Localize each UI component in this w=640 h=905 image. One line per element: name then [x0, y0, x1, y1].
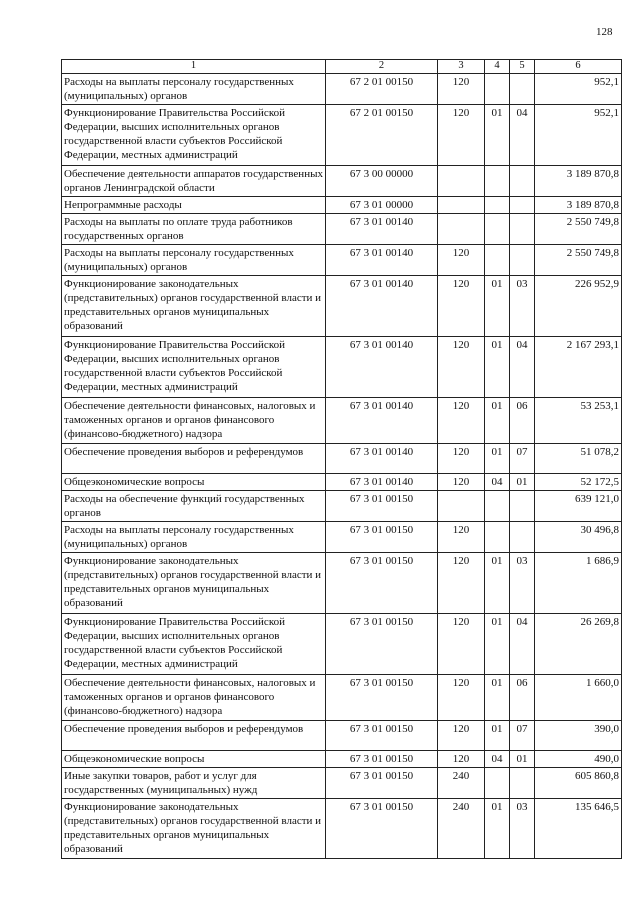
row-name-cell: Расходы на выплаты по оплате труда работников государственных органов: [62, 214, 326, 245]
page-number: 128: [596, 26, 613, 38]
row-vr-cell: 120: [438, 474, 485, 491]
column-header: 4: [485, 60, 510, 74]
row-amount-cell: 30 496,8: [535, 522, 622, 553]
row-vr-cell: 120: [438, 614, 485, 675]
row-amount-cell: 226 952,9: [535, 276, 622, 337]
row-name-cell: Функционирование законодательных (представительных) органов государственной власти и представительных органов муниципальных образований: [62, 799, 326, 859]
row-vr-cell: 240: [438, 768, 485, 799]
row-code-cell: 67 3 01 00140: [326, 276, 438, 337]
column-header: 5: [510, 60, 535, 74]
row-code-cell: 67 3 00 00000: [326, 166, 438, 197]
row-subsection-cell: [510, 522, 535, 553]
table-row: [62, 444, 622, 474]
table-row: [62, 721, 622, 751]
table-row: [62, 751, 622, 768]
row-section-cell: 01: [485, 721, 510, 751]
row-name-cell: Функционирование Правительства Российской Федерации, высших исполнительных органов государственной власти субъектов Российской Федерации, местных администраций: [62, 337, 326, 398]
row-code-cell: 67 3 01 00150: [326, 614, 438, 675]
row-code-cell: 67 3 01 00140: [326, 474, 438, 491]
row-vr-cell: 240: [438, 799, 485, 859]
row-subsection-cell: 03: [510, 276, 535, 337]
row-name-cell: Непрограммные расходы: [62, 197, 326, 214]
row-code-cell: 67 3 01 00150: [326, 553, 438, 614]
row-amount-cell: 53 253,1: [535, 398, 622, 444]
row-code-cell: 67 3 01 00140: [326, 214, 438, 245]
row-amount-cell: 51 078,2: [535, 444, 622, 474]
row-subsection-cell: [510, 245, 535, 276]
table-row: [62, 768, 622, 799]
row-vr-cell: [438, 197, 485, 214]
row-name-cell: Обеспечение проведения выборов и референдумов: [62, 721, 326, 751]
row-vr-cell: 120: [438, 276, 485, 337]
row-section-cell: 01: [485, 398, 510, 444]
row-name-cell: Расходы на обеспечение функций государственных органов: [62, 491, 326, 522]
row-name-cell: Расходы на выплаты персоналу государственных (муниципальных) органов: [62, 522, 326, 553]
row-amount-cell: 3 189 870,8: [535, 166, 622, 197]
row-code-cell: 67 3 01 00150: [326, 768, 438, 799]
row-vr-cell: [438, 491, 485, 522]
row-subsection-cell: [510, 491, 535, 522]
row-code-cell: 67 3 01 00000: [326, 197, 438, 214]
row-section-cell: [485, 522, 510, 553]
row-code-cell: 67 3 01 00140: [326, 444, 438, 474]
table-row: [62, 799, 622, 859]
row-section-cell: 01: [485, 614, 510, 675]
row-amount-cell: 390,0: [535, 721, 622, 751]
row-subsection-cell: [510, 214, 535, 245]
row-amount-cell: 1 660,0: [535, 675, 622, 721]
row-code-cell: 67 3 01 00150: [326, 799, 438, 859]
row-section-cell: [485, 197, 510, 214]
row-code-cell: 67 3 01 00150: [326, 721, 438, 751]
row-code-cell: 67 3 01 00140: [326, 245, 438, 276]
row-code-cell: 67 3 01 00150: [326, 751, 438, 768]
row-section-cell: [485, 166, 510, 197]
row-vr-cell: 120: [438, 398, 485, 444]
row-vr-cell: 120: [438, 105, 485, 166]
table-row: [62, 74, 622, 105]
row-section-cell: [485, 768, 510, 799]
row-section-cell: [485, 74, 510, 105]
row-subsection-cell: 07: [510, 721, 535, 751]
row-name-cell: Расходы на выплаты персоналу государственных (муниципальных) органов: [62, 245, 326, 276]
row-amount-cell: 1 686,9: [535, 553, 622, 614]
row-name-cell: Обеспечение деятельности финансовых, налоговых и таможенных органов и органов финансового (финансово-бюджетного) надзора: [62, 398, 326, 444]
row-subsection-cell: 04: [510, 614, 535, 675]
table-row: [62, 398, 622, 444]
row-subsection-cell: 03: [510, 799, 535, 859]
budget-table: [61, 59, 622, 859]
row-vr-cell: 120: [438, 444, 485, 474]
column-header: 6: [535, 60, 622, 74]
row-subsection-cell: 04: [510, 105, 535, 166]
row-subsection-cell: 04: [510, 337, 535, 398]
table-row: [62, 614, 622, 675]
row-amount-cell: 952,1: [535, 74, 622, 105]
row-section-cell: 04: [485, 751, 510, 768]
row-name-cell: Обеспечение деятельности финансовых, налоговых и таможенных органов и органов финансового (финансово-бюджетного) надзора: [62, 675, 326, 721]
row-vr-cell: 120: [438, 337, 485, 398]
table-row: [62, 245, 622, 276]
row-vr-cell: 120: [438, 74, 485, 105]
column-header: 3: [438, 60, 485, 74]
row-subsection-cell: 03: [510, 553, 535, 614]
row-subsection-cell: [510, 166, 535, 197]
row-subsection-cell: [510, 74, 535, 105]
row-vr-cell: [438, 214, 485, 245]
row-amount-cell: 490,0: [535, 751, 622, 768]
table-row: [62, 522, 622, 553]
row-subsection-cell: 01: [510, 751, 535, 768]
row-amount-cell: 952,1: [535, 105, 622, 166]
row-vr-cell: 120: [438, 721, 485, 751]
table-row: [62, 337, 622, 398]
row-code-cell: 67 3 01 00150: [326, 522, 438, 553]
table-row: [62, 105, 622, 166]
row-subsection-cell: [510, 197, 535, 214]
row-code-cell: 67 3 01 00150: [326, 491, 438, 522]
row-name-cell: Иные закупки товаров, работ и услуг для государственных (муниципальных) нужд: [62, 768, 326, 799]
row-section-cell: [485, 214, 510, 245]
row-vr-cell: [438, 166, 485, 197]
row-vr-cell: 120: [438, 553, 485, 614]
table-row: [62, 276, 622, 337]
row-section-cell: 01: [485, 799, 510, 859]
row-code-cell: 67 2 01 00150: [326, 105, 438, 166]
table-row: [62, 197, 622, 214]
row-section-cell: 01: [485, 105, 510, 166]
row-vr-cell: 120: [438, 751, 485, 768]
row-amount-cell: 52 172,5: [535, 474, 622, 491]
row-subsection-cell: 06: [510, 398, 535, 444]
table-header-row: [62, 60, 622, 74]
row-code-cell: 67 3 01 00140: [326, 337, 438, 398]
row-name-cell: Общеэкономические вопросы: [62, 751, 326, 768]
row-name-cell: Функционирование Правительства Российской Федерации, высших исполнительных органов государственной власти субъектов Российской Федерации, местных администраций: [62, 614, 326, 675]
row-vr-cell: 120: [438, 675, 485, 721]
row-subsection-cell: [510, 768, 535, 799]
row-name-cell: Обеспечение проведения выборов и референдумов: [62, 444, 326, 474]
row-vr-cell: 120: [438, 522, 485, 553]
row-amount-cell: 2 550 749,8: [535, 214, 622, 245]
row-subsection-cell: 01: [510, 474, 535, 491]
row-section-cell: 01: [485, 337, 510, 398]
row-amount-cell: 3 189 870,8: [535, 197, 622, 214]
column-header: 1: [62, 60, 326, 74]
row-name-cell: Функционирование Правительства Российской Федерации, высших исполнительных органов государственной власти субъектов Российской Федерации, местных администраций: [62, 105, 326, 166]
row-name-cell: Обеспечение деятельности аппаратов государственных органов Ленинградской области: [62, 166, 326, 197]
row-name-cell: Расходы на выплаты персоналу государственных (муниципальных) органов: [62, 74, 326, 105]
row-section-cell: 01: [485, 553, 510, 614]
row-vr-cell: 120: [438, 245, 485, 276]
table-row: [62, 675, 622, 721]
row-subsection-cell: 07: [510, 444, 535, 474]
row-subsection-cell: 06: [510, 675, 535, 721]
table-row: [62, 214, 622, 245]
row-section-cell: [485, 245, 510, 276]
row-name-cell: Функционирование законодательных (представительных) органов государственной власти и представительных органов муниципальных образований: [62, 553, 326, 614]
row-amount-cell: 639 121,0: [535, 491, 622, 522]
row-section-cell: 01: [485, 675, 510, 721]
row-amount-cell: 605 860,8: [535, 768, 622, 799]
row-code-cell: 67 3 01 00140: [326, 398, 438, 444]
row-amount-cell: 2 167 293,1: [535, 337, 622, 398]
table-row: [62, 553, 622, 614]
row-code-cell: 67 2 01 00150: [326, 74, 438, 105]
table-row: [62, 166, 622, 197]
row-amount-cell: 26 269,8: [535, 614, 622, 675]
row-section-cell: 01: [485, 444, 510, 474]
row-section-cell: 01: [485, 276, 510, 337]
row-section-cell: [485, 491, 510, 522]
row-code-cell: 67 3 01 00150: [326, 675, 438, 721]
row-name-cell: Функционирование законодательных (представительных) органов государственной власти и представительных органов муниципальных образований: [62, 276, 326, 337]
row-name-cell: Общеэкономические вопросы: [62, 474, 326, 491]
column-header: 2: [326, 60, 438, 74]
table-row: [62, 474, 622, 491]
row-amount-cell: 135 646,5: [535, 799, 622, 859]
row-amount-cell: 2 550 749,8: [535, 245, 622, 276]
row-section-cell: 04: [485, 474, 510, 491]
table-row: [62, 491, 622, 522]
